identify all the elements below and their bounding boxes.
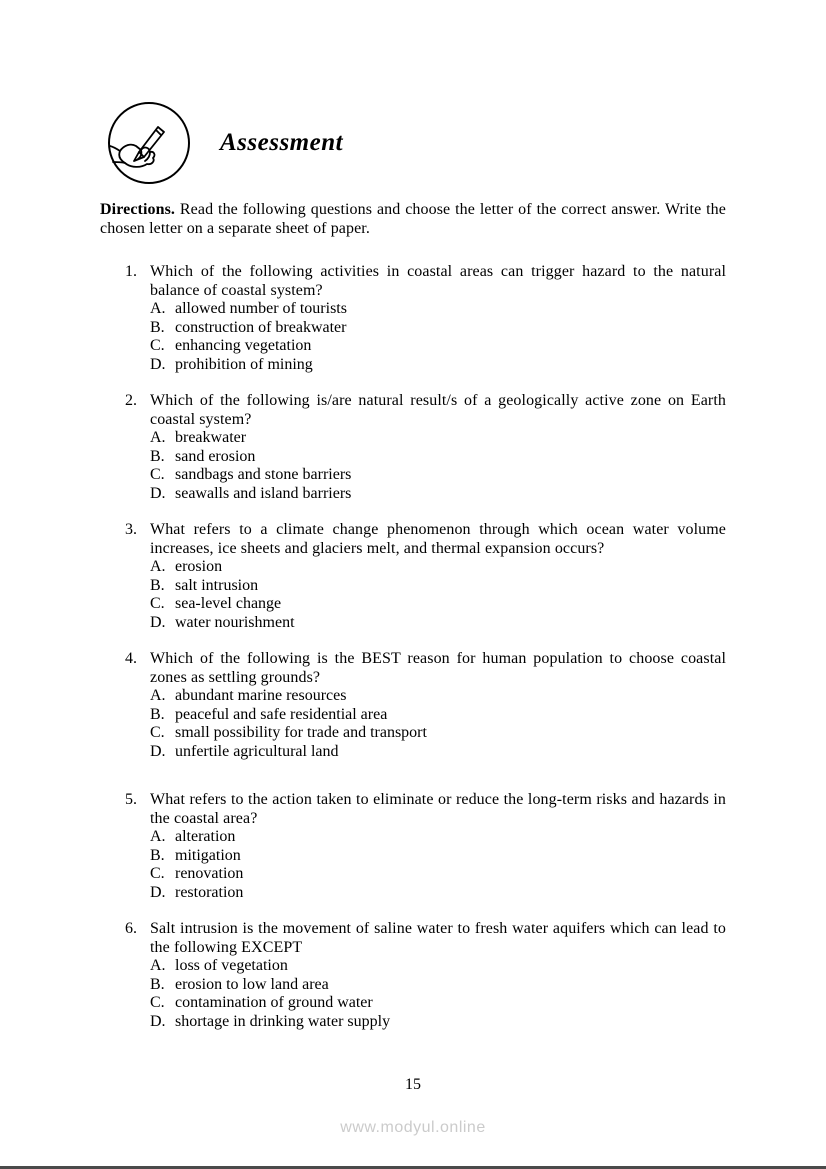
answer-choice (150, 687, 726, 706)
question-4 (100, 650, 726, 761)
choice-letter: A. (150, 828, 166, 845)
choice-text: contamination of ground water (175, 994, 373, 1011)
answer-choice (150, 319, 726, 338)
question-list (100, 263, 726, 1031)
answer-choice (150, 828, 726, 847)
choice-letter: B. (150, 447, 165, 465)
answer-choice (150, 706, 726, 725)
choice-text: erosion to low land area (175, 975, 329, 993)
choice-letter: D. (150, 883, 166, 901)
choice-text: shortage in drinking water supply (175, 1012, 391, 1030)
answer-choice (150, 429, 726, 448)
choice-text: abundant marine resources (175, 687, 347, 704)
choice-letter: D. (150, 484, 166, 502)
question-number: 1. (125, 263, 137, 280)
answer-choice (150, 865, 726, 884)
question-5 (100, 791, 726, 902)
question-text: Which of the following is the BEST reason for human population to choose coastal zones as settling grounds? (150, 650, 726, 686)
question-1 (100, 263, 726, 374)
choice-letter: C. (150, 595, 165, 612)
answer-choice (150, 994, 726, 1013)
answer-choice (150, 743, 726, 762)
answer-choice (150, 485, 726, 504)
choice-text: construction of breakwater (175, 318, 347, 336)
writing-hand-icon (106, 100, 192, 186)
choice-letter: B. (150, 846, 165, 864)
choice-letter: C. (150, 994, 165, 1011)
answer-choice (150, 337, 726, 356)
choice-letter: D. (150, 613, 166, 631)
choice-text: restoration (175, 883, 244, 901)
choice-text: loss of vegetation (175, 957, 288, 974)
question-number: 5. (125, 791, 137, 808)
choice-letter: B. (150, 975, 165, 993)
question-text: What refers to the action taken to eliminate or reduce the long-term risks and hazards in the coastal area? (150, 791, 726, 827)
question-text: Salt intrusion is the movement of saline water to fresh water aquifers which can lead to the following EXCEPT (150, 920, 726, 956)
choice-letter: B. (150, 705, 165, 723)
choice-text: erosion (175, 558, 223, 575)
choice-text: small possibility for trade and transport (175, 724, 427, 741)
answer-choice (150, 577, 726, 596)
answer-choice (150, 976, 726, 995)
directions-text: Read the following questions and choose the letter of the correct answer. Write the chosen letter on a separate sheet of paper. (100, 201, 726, 237)
answer-choice (150, 614, 726, 633)
choice-letter: C. (150, 337, 165, 354)
choice-letter: D. (150, 355, 166, 373)
answer-choice (150, 466, 726, 485)
question-text: Which of the following activities in coastal areas can trigger hazard to the natural balance of coastal system? (150, 263, 726, 299)
choice-letter: C. (150, 865, 165, 882)
answer-choice (150, 595, 726, 614)
choice-text: sand erosion (175, 447, 256, 465)
choice-text: prohibition of mining (175, 355, 313, 373)
choice-text: sandbags and stone barriers (175, 466, 352, 483)
choice-letter: B. (150, 318, 165, 336)
choice-text: water nourishment (175, 613, 295, 631)
directions-label: Directions. (100, 201, 176, 218)
choice-letter: A. (150, 687, 166, 704)
choice-text: renovation (175, 865, 244, 882)
page-title: Assessment (220, 129, 344, 156)
choice-letter: B. (150, 576, 165, 594)
choice-letter: A. (150, 429, 166, 446)
choice-text: enhancing vegetation (175, 337, 312, 354)
choice-text: alteration (175, 828, 236, 845)
question-text: What refers to a climate change phenomenon through which ocean water volume increases, ice sheets and glaciers melt, and thermal expansion occurs? (150, 521, 726, 557)
assessment-header (106, 100, 726, 186)
question-2 (100, 392, 726, 503)
answer-choice (150, 300, 726, 319)
question-number: 6. (125, 920, 137, 937)
choice-text: peaceful and safe residential area (175, 705, 388, 723)
choice-text: breakwater (175, 429, 247, 446)
question-text: Which of the following is/are natural result/s of a geologically active zone on Earth coastal system? (150, 392, 726, 428)
choice-letter: C. (150, 466, 165, 483)
answer-choice (150, 724, 726, 743)
choice-text: mitigation (175, 846, 241, 864)
choice-letter: A. (150, 300, 166, 317)
choice-letter: D. (150, 742, 166, 760)
directions-paragraph (100, 200, 726, 238)
choice-text: salt intrusion (175, 576, 259, 594)
answer-choice (150, 356, 726, 375)
question-number: 3. (125, 521, 137, 538)
question-number: 4. (125, 650, 137, 667)
answer-choice (150, 957, 726, 976)
choice-letter: C. (150, 724, 165, 741)
answer-choice (150, 884, 726, 903)
answer-choice (150, 448, 726, 467)
question-number: 2. (125, 392, 137, 409)
choice-letter: A. (150, 558, 166, 575)
page-number: 15 (405, 1076, 421, 1093)
answer-choice (150, 558, 726, 577)
choice-text: unfertile agricultural land (175, 742, 339, 760)
choice-letter: A. (150, 957, 166, 974)
watermark-text: www.modyul.online (340, 1119, 486, 1136)
answer-choice (150, 847, 726, 866)
question-6 (100, 920, 726, 1031)
answer-choice (150, 1013, 726, 1032)
choice-letter: D. (150, 1012, 166, 1030)
question-3 (100, 521, 726, 632)
choice-text: seawalls and island barriers (175, 484, 352, 502)
choice-text: allowed number of tourists (175, 300, 347, 317)
choice-text: sea-level change (175, 595, 282, 612)
